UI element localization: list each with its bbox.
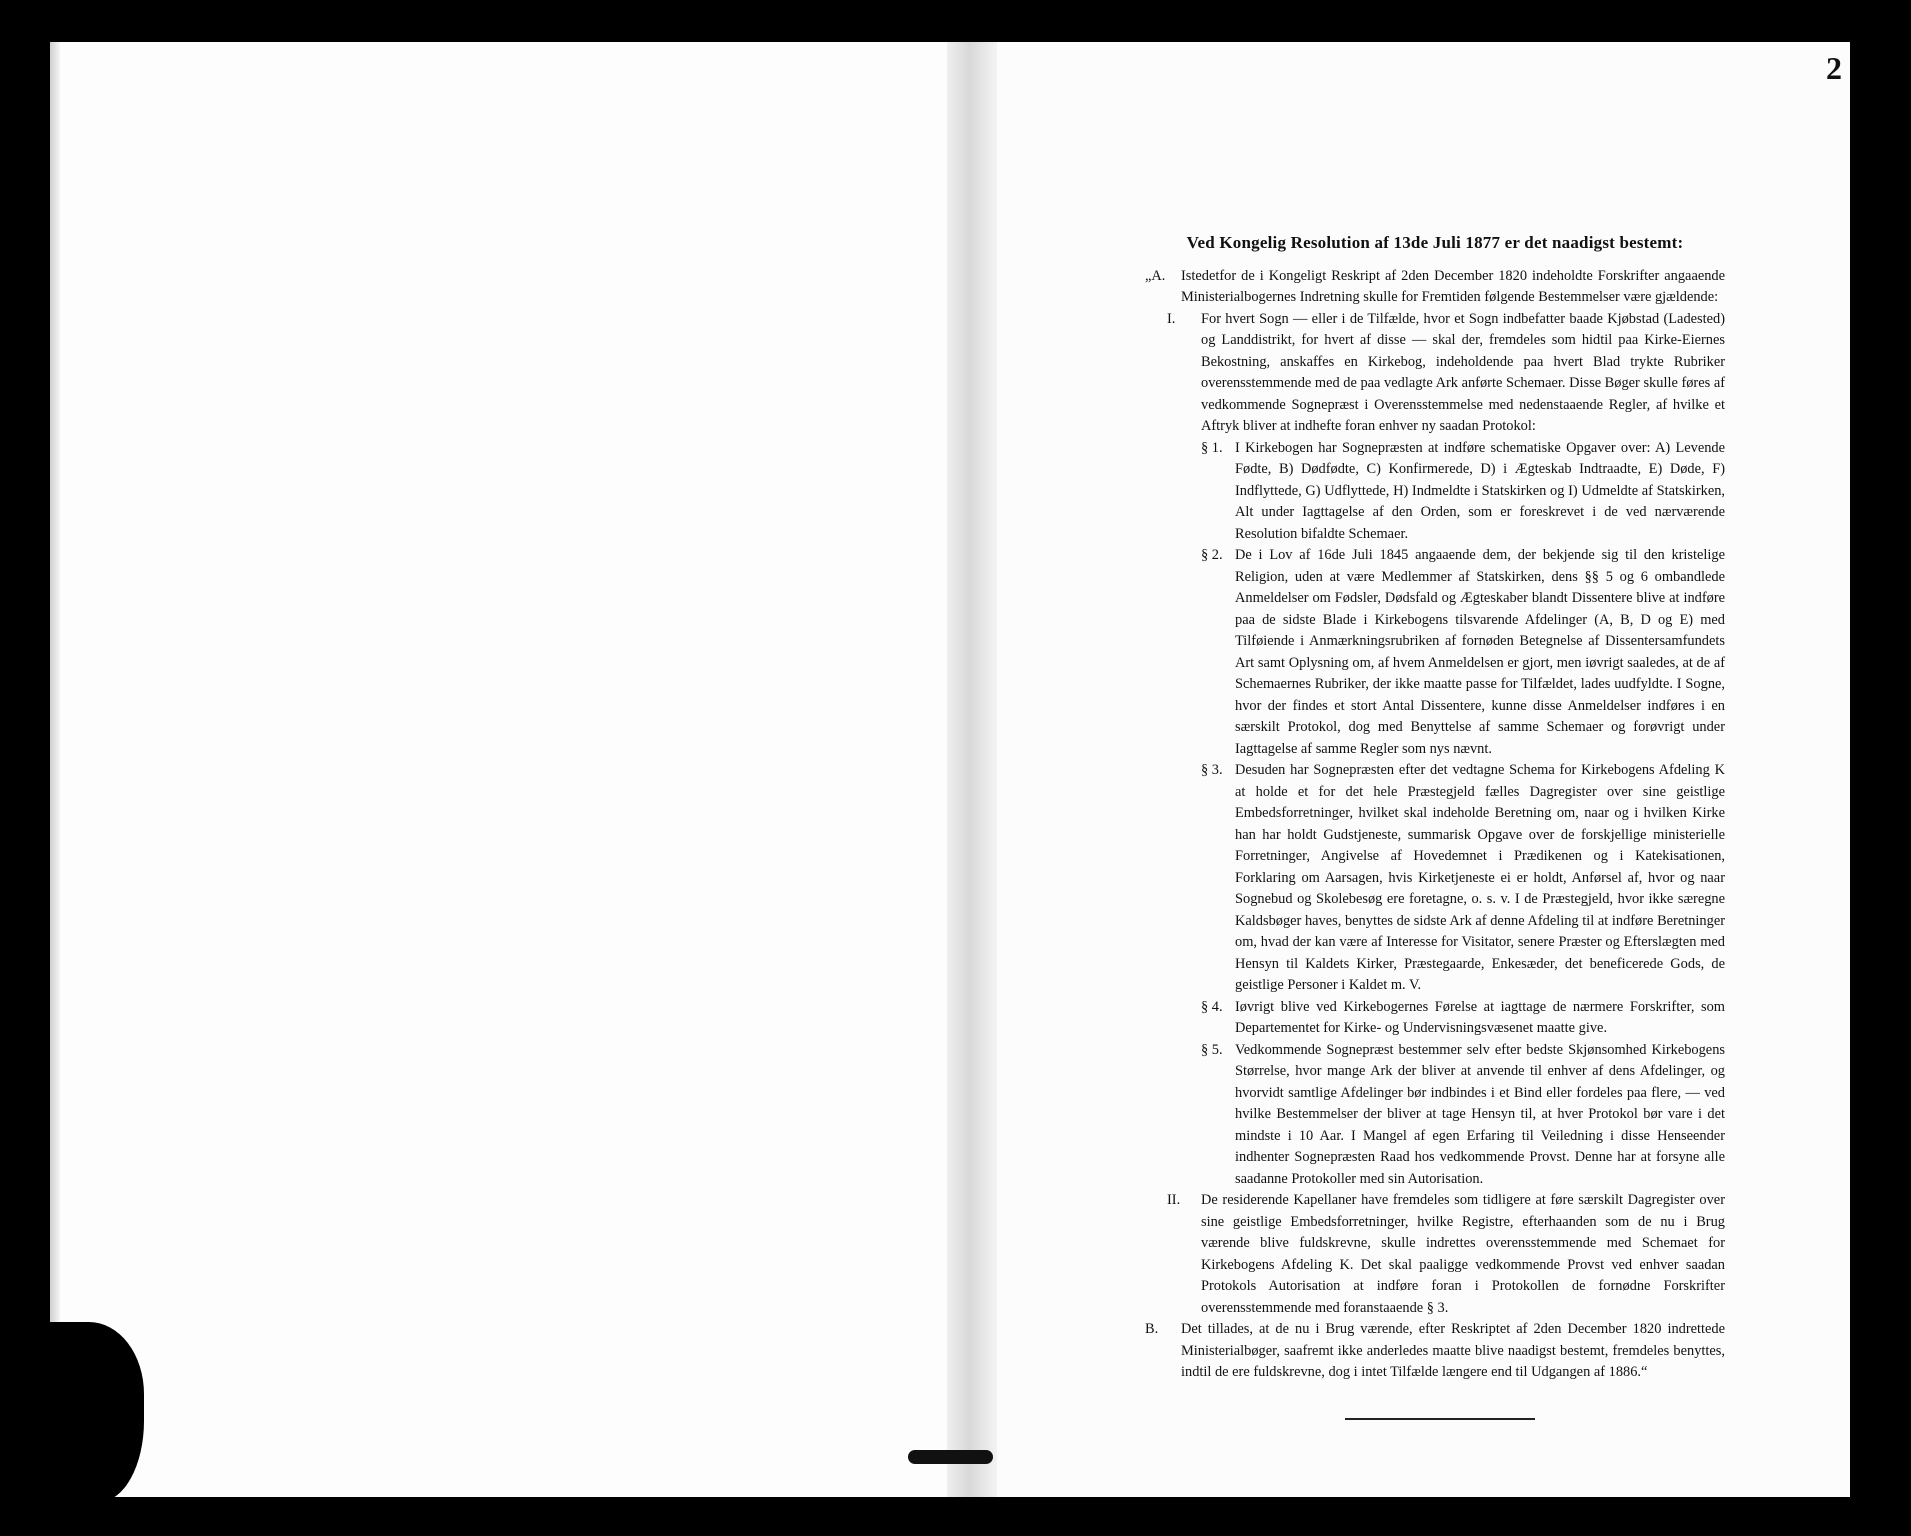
book-gutter [947,42,997,1497]
paragraph-3 [1201,760,1725,997]
section-text: Istedetfor de i Kongeligt Reskript af 2den December 1820 indeholdte Forskrifter angaaende Ministerialbogernes Indretning skulle for Fremtiden følgende Bestemmelser være gjældende: [1181,267,1725,305]
paragraph-marker: § 3. [1201,762,1223,778]
paragraph-text: Iøvrigt blive ved Kirkebogernes Førelse at iagttage de nærmere Forskrifter, som Departementet for Kirke- og Undervisningsvæsenet maatte give. [1235,998,1725,1036]
resolution-document [1145,232,1725,1420]
section-marker: „A. [1145,267,1166,284]
section-text: Det tillades, at de nu i Brug værende, efter Reskriptet af 2den December 1820 indrettede Ministerialbøger, saafremt ikke anderledes maatte blive naadigst bestemt, fremdeles benyttes, indtil de ere fuldskrevne, dog i intet Tilfælde længere end til Udgangen af 1886.“ [1181,1321,1725,1380]
paragraph-text: Desuden har Sognepræsten efter det vedtagne Schema for Kirkebogens Afdeling K at holde et for det hele Præstegjeld fælles Dagregister over sine geistlige Embedsforretninger, hvilket skal indeholde Beretning om, naar og i hvilken Kirke han har holdt Gudstjeneste, summarisk Opgave over de forskjellige ministerielle Forretninger, Angivelse af Hovedemnet i Prædikenen og i Katekisationen, Forklaring om Aarsagen, hvis Kirketjeneste ei er holdt, Anførsel af, hvor og naar Sognebud og Skolebesøg ere foretagne, o. s. v. I de Præstegjeld, hvor ikke særegne Kaldsbøger haves, benyttes de sidste Ark af denne Afdeling til at indføre Beretninger om, hvad der kan være af Interesse for Visitator, senere Præster og Efterslægten med Hensyn til Kaldets Kirker, Præstegaarde, Enkesæder, det beneficerede Gods, de geistlige Personer i Kaldet m. V. [1235,762,1725,993]
document-title: Ved Kongelig Resolution af 13de Juli 1877 er det naadigst bestemt: [1186,233,1684,252]
section-a [1145,266,1725,309]
page-number: 2 [1826,50,1842,86]
paragraph-text: De i Lov af 16de Juli 1845 angaaende dem, der bekjende sig til den kristelige Religion, uden at være Medlemmer af Statskirken, dens §§ 5 og 6 ombandlede Anmeldelser om Fødsler, Dødsfald og Ægteskaber blandt Dissentere blive at indføre paa de sidste Blade i Kirkebogens tilsvarende Afdelinger (A, B, D og E) med Tilføiende i Anmærkningsrubriken af fornøden Betegnelse af Dissentersamfundets Art samt Oplysning om, af hvem Anmeldelsen er gjort, men iøvrigt saaledes, at de af Schemaernes Rubriker, der ikke maatte passe for Tilfældet, lades uudfyldte. I Sogne, hvor der findes et stort Antal Dissentere, kunne disse Anmeldelser indføres i en særskilt Protokol, dog med Benyttelse af samme Schemaer og forøvrigt under Iagttagelse af samme Regler som nys nævnt. [1235,547,1725,757]
binding-clasp [908,1450,993,1464]
section-b [1145,1319,1725,1384]
paragraph-4 [1201,997,1725,1040]
section-ii [1167,1190,1725,1319]
paragraph-text: I Kirkebogen har Sognepræsten at indføre schematiske Opgaver over: A) Levende Fødte, B) Dødfødte, C) Konfirmerede, D) i Ægteskab Indtraadte, E) Døde, F) Indflyttede, G) Udflyttede, H) Indmeldte i Statskirken og I) Udmeldte af Statskirken, Alt under Iagttagelse af den Orden, som er foreskrevet i de ved nærværende Resolution bifaldte Schemaer. [1235,439,1725,542]
paragraph-1 [1201,438,1725,546]
section-i [1167,309,1725,438]
section-text: De residerende Kapellaner have fremdeles som tidligere at føre særskilt Dagregister over sine geistlige Embedsforretninger, hvilke Registre, efterhaanden som de nu i Brug værende blive fuldskrevne, skulle indrettes overensstemmende med Schemaet for Kirkebogens Afdeling K. Det skal paaligge vedkommende Provst ved enhver saadan Protokols Autorisation at indføre foran i Protokollen de fornødne Forskrifter overensstemmende med foranstaaende § 3. [1201,1192,1725,1316]
paragraph-marker: § 2. [1201,547,1223,563]
left-page [50,42,949,1497]
paragraph-2 [1201,545,1725,760]
paragraph-5 [1201,1040,1725,1191]
section-marker: I. [1167,310,1176,327]
ink-blot [44,1322,144,1502]
left-page-edge [50,42,60,1497]
paragraph-marker: § 4. [1201,998,1223,1015]
paragraph-text: Vedkommende Sognepræst bestemmer selv efter bedste Skjønsomhed Kirkebogens Størrelse, hvor mange Ark der bliver at anvende til enhver af dens Afdelinger, og hvorvidt samtlige Afdelinger bør indbindes i et Bind eller fordeles paa flere, — ved hvilke Bestemmelser der bliver at tage Hensyn til, at hver Protokol bør vare i det mindste i 10 Aar. I Mangel af egen Erfaring til Veiledning i disse Henseender indhenter Sognepræsten Raad hos vedkommende Provst. Denne har at forsyne alle saadanne Protokoller med sin Autorisation. [1235,1041,1725,1187]
section-marker: II. [1167,1192,1181,1208]
paragraph-marker: § 1. [1201,439,1223,456]
section-marker: B. [1145,1321,1159,1337]
paragraph-marker: § 5. [1201,1041,1223,1058]
section-text: For hvert Sogn — eller i de Tilfælde, hvor et Sogn indbefatter baade Kjøbstad (Ladested) og Landdistrikt, for hvert af disse — skal der, fremdeles som hidtil paa Kirke-Eiernes Bekostning, anskaffes en Kirkebog, indeholdende paa hvert Blad trykte Rubriker overensstemmende med de paa vedlagte Ark anførte Schemaer. Disse Bøger skulle føres af vedkommende Sognepræst i Overensstemmelse med nedenstaaende Regler, af hvilke et Aftryk bliver at indhefte foran enhver ny saadan Protokol: [1201,310,1725,434]
closing-rule [1345,1418,1535,1420]
